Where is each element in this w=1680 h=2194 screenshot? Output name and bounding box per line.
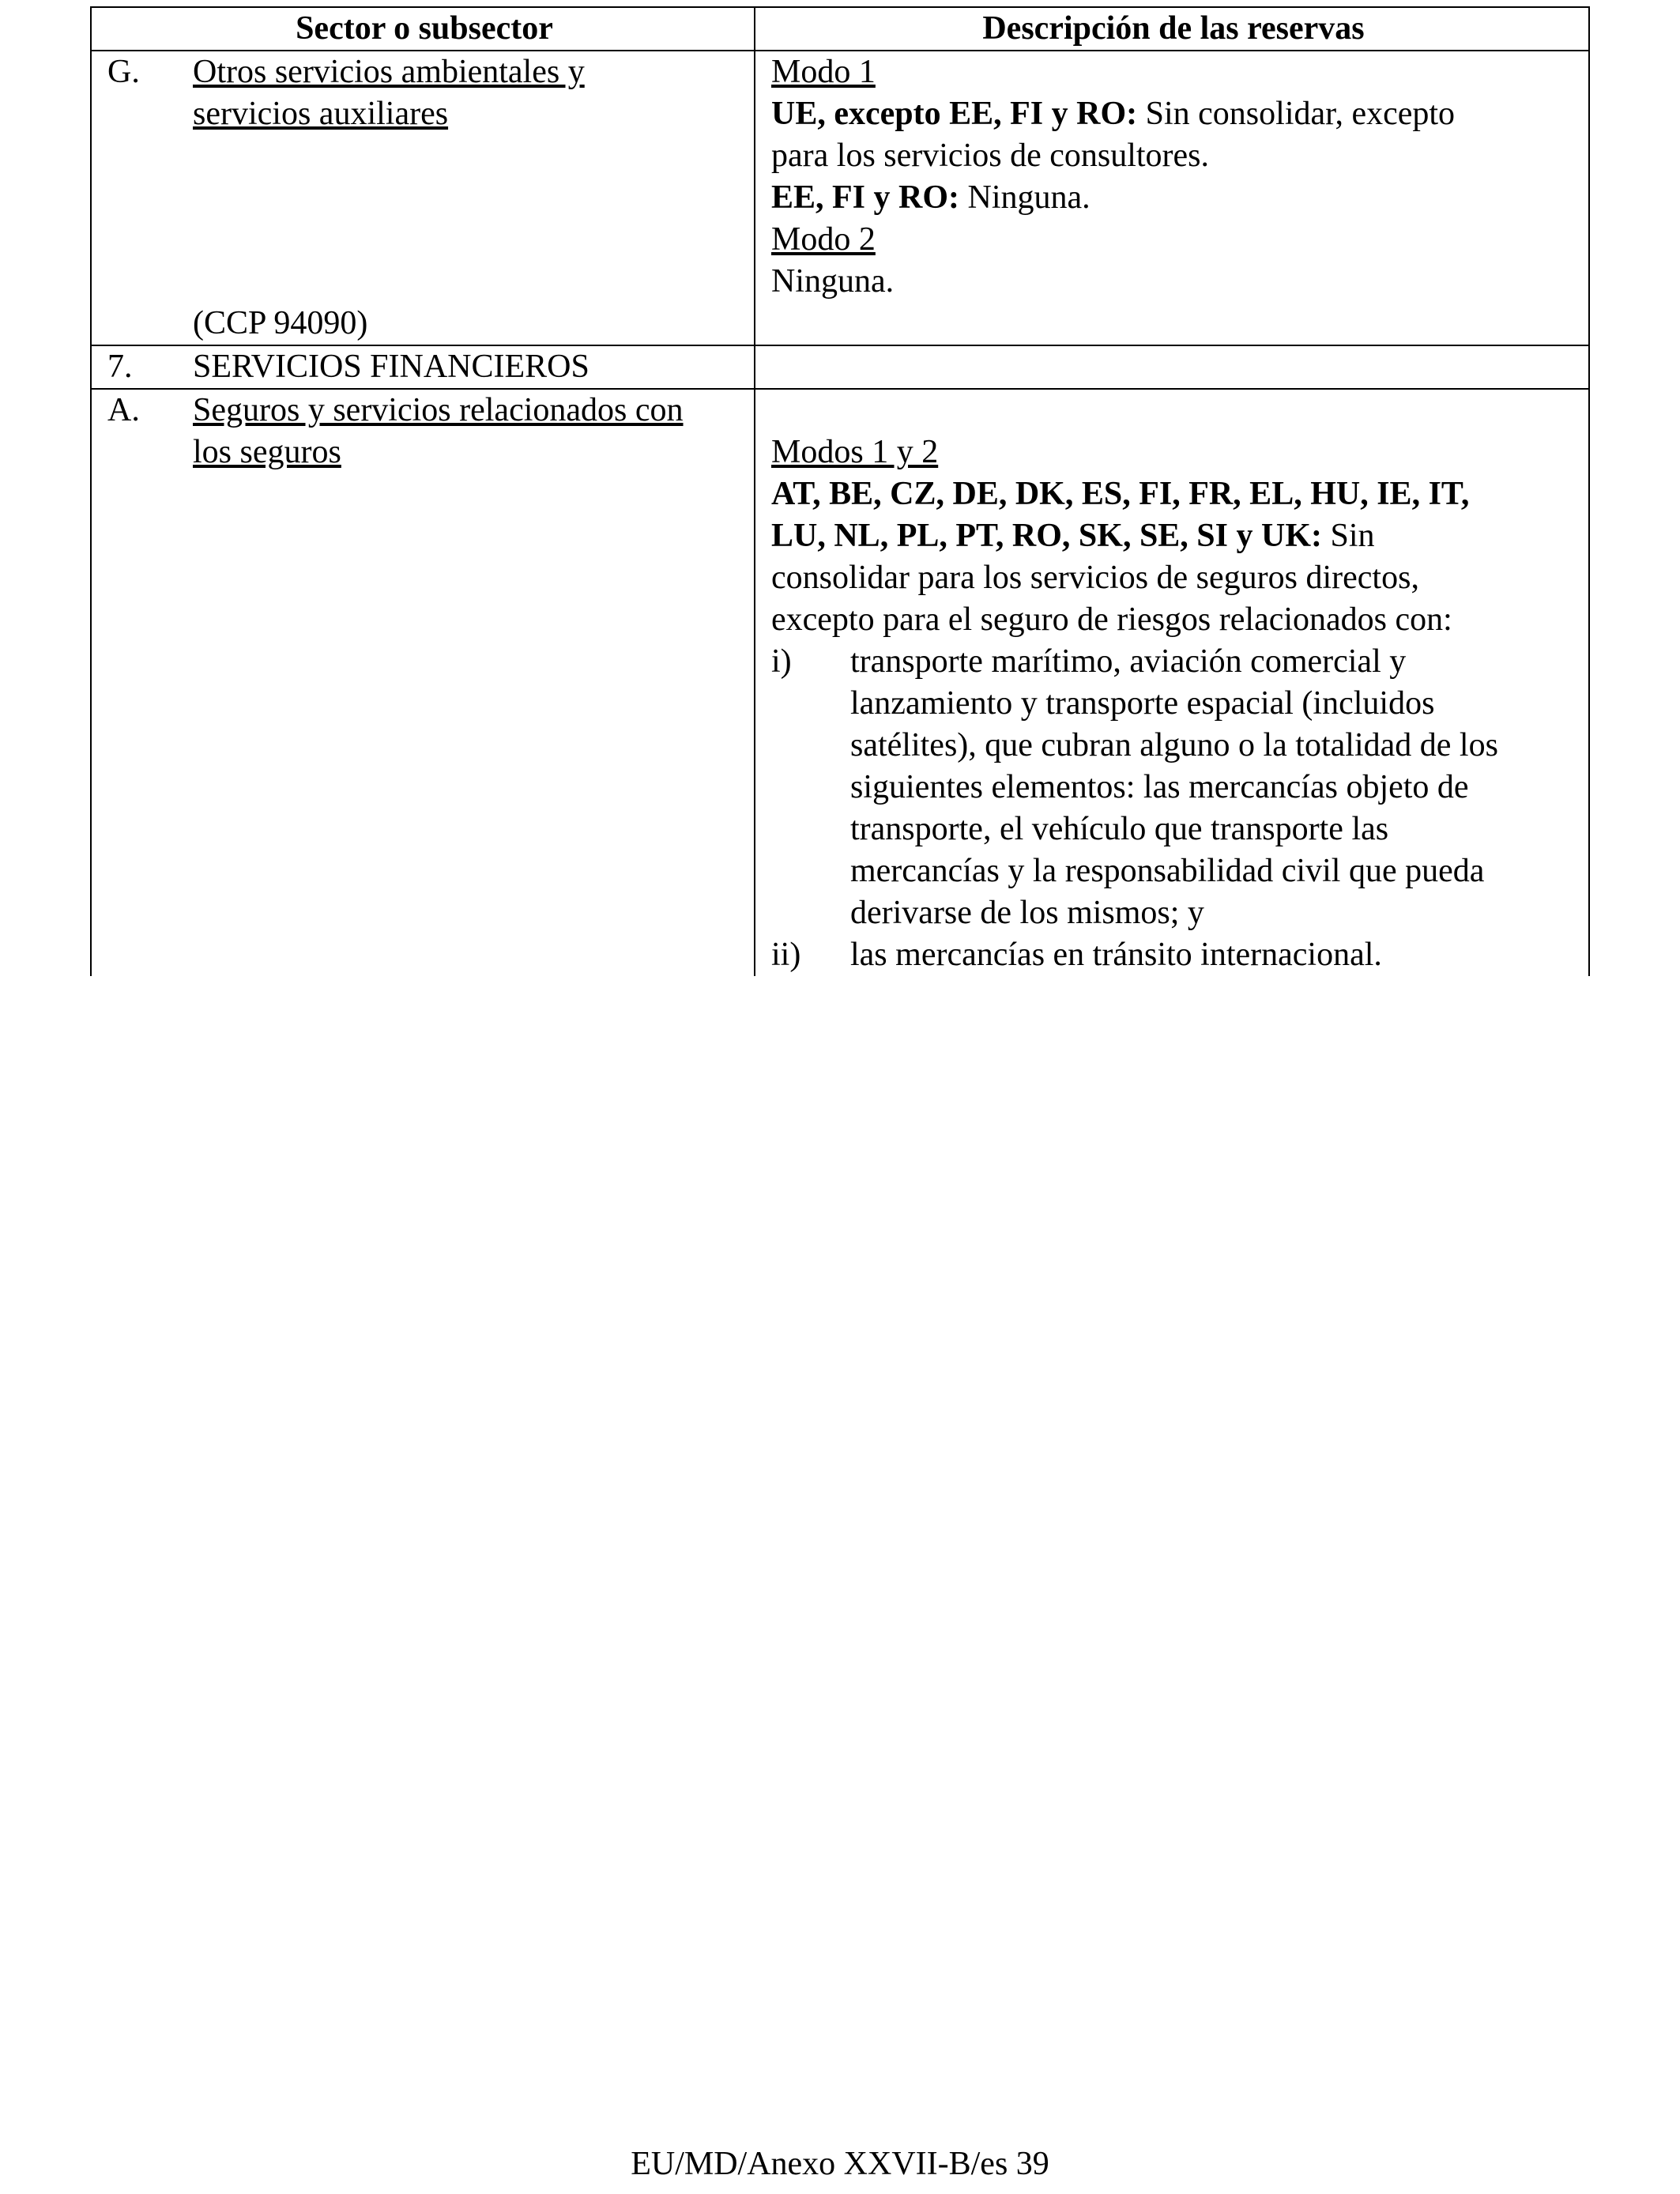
list-item-ii: [771, 934, 1576, 976]
countries-bold: AT, BE, CZ, DE, DK, ES, FI, FR, EL, HU, IE, IT,: [771, 476, 1470, 512]
mode-label: Modo 2: [771, 221, 876, 258]
list-line: transporte, el vehículo que transporte las: [850, 811, 1389, 847]
header-sector: Sector o subsector: [91, 7, 755, 51]
sector-cell-a: [91, 389, 755, 976]
sector-title: [193, 51, 741, 135]
list-marker: i): [771, 643, 792, 680]
reservation-paragraph: [771, 515, 1576, 557]
reservation-paragraph: [771, 177, 1576, 219]
table-row-7: [91, 345, 1589, 389]
sector-heading-a: [107, 390, 741, 473]
row-number: 7.: [107, 349, 133, 385]
list-line: mercancías y la responsabilidad civil que pueda: [850, 853, 1485, 889]
reservation-text: Sin: [1322, 518, 1375, 554]
reservation-text: excepto para el seguro de riesgos relacionados con:: [771, 601, 1452, 638]
spacer: [107, 135, 741, 303]
sector-cell-g: [91, 51, 755, 345]
table-header-row: [91, 7, 1589, 51]
countries-bold: LU, NL, PL, PT, RO, SK, SE, SI y UK:: [771, 518, 1322, 554]
table-row-a: [91, 389, 1589, 976]
header-description: Descripción de las reservas: [755, 7, 1589, 51]
mode-label: Modo 1: [771, 54, 876, 90]
list-line: siguientes elementos: las mercancías objeto de: [850, 769, 1469, 805]
mode-label: Modos 1 y 2: [771, 434, 939, 470]
row-number: A.: [107, 392, 140, 428]
list-line: satélites), que cubran alguno o la totalidad de los: [850, 727, 1498, 763]
list-line: transporte marítimo, aviación comercial y: [850, 643, 1407, 680]
sector-title-line: Otros servicios ambientales y: [193, 54, 585, 90]
spacer: [771, 390, 1576, 432]
list-item-i: [771, 641, 1576, 934]
reservation-text: Ninguna.: [959, 179, 1090, 216]
page-footer: EU/MD/Anexo XXVII-B/es 39: [631, 2146, 1049, 2182]
reservation-text: Ninguna.: [771, 263, 895, 300]
description-cell-7: [755, 345, 1589, 389]
sector-heading-7: [107, 346, 741, 388]
countries-bold: UE, excepto EE, FI y RO:: [771, 96, 1138, 132]
list-line: lanzamiento y transporte espacial (incluidos: [850, 685, 1435, 722]
list-item-body: [850, 641, 1576, 934]
sector-title-line: Seguros y servicios relacionados con: [193, 392, 684, 428]
sector-heading-g: [107, 51, 741, 135]
reservation-text: Sin consolidar, excepto: [1137, 96, 1456, 132]
list-line: derivarse de los mismos; y: [850, 895, 1204, 931]
sector-title: [193, 390, 741, 473]
description-cell-a: [755, 389, 1589, 976]
sector-title-line: los seguros: [193, 434, 341, 470]
reservation-paragraph: [771, 93, 1576, 135]
reservation-text: para los servicios de consultores.: [771, 138, 1210, 174]
description-cell-g: [755, 51, 1589, 345]
sector-title-line: servicios auxiliares: [193, 96, 449, 132]
countries-bold: EE, FI y RO:: [771, 179, 960, 216]
row-number: G.: [107, 54, 140, 90]
table-row-g: [91, 51, 1589, 345]
reservation-text: consolidar para los servicios de seguros directos,: [771, 560, 1419, 596]
list-marker: ii): [771, 937, 801, 973]
reservations-table: [90, 6, 1590, 976]
list-item-body: las mercancías en tránsito internacional.: [850, 937, 1382, 973]
sector-title: SERVICIOS FINANCIEROS: [193, 349, 590, 385]
ccp-code: (CCP 94090): [193, 305, 368, 341]
sector-cell-7: [91, 345, 755, 389]
